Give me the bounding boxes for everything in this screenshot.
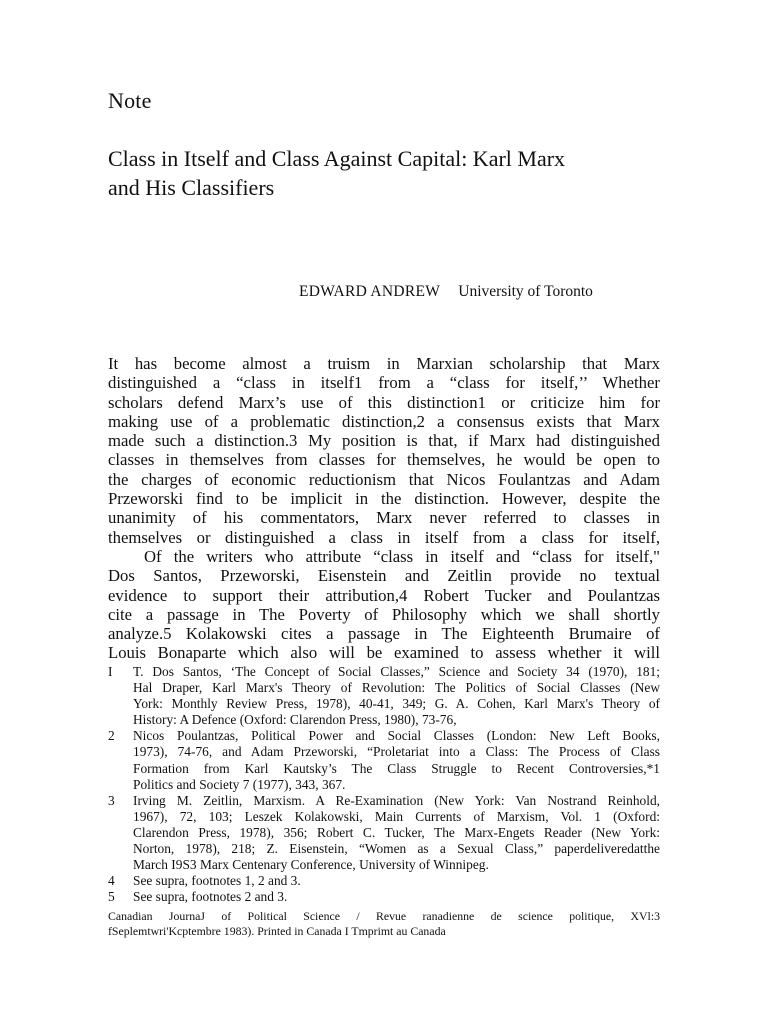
body-line: themselves or distinguished a class in itself from a class for itself, bbox=[108, 527, 660, 547]
footnote-line: 1967), 72, 103; Leszek Kolakowski, Main Currents of Marxism, Vol. 1 (Oxford: bbox=[133, 808, 660, 824]
body-line: unanimity of his commentators, Marx never referred to classes in bbox=[108, 508, 660, 528]
footnote-text bbox=[133, 728, 660, 792]
footnote-line: 1973), 74-76, and Adam Przeworski, “Proletariat into a Class: The Process of Class bbox=[133, 744, 660, 760]
body-line: distinguished a “class in itself1 from a “class for itself,’’ Whether bbox=[108, 373, 660, 393]
footnote-line: Hal Draper, Karl Marx's Theory of Revolution: The Politics of Social Classes (New bbox=[133, 680, 660, 696]
footnote bbox=[108, 873, 660, 889]
footnote-number: 4 bbox=[108, 873, 115, 889]
journal-citation-footer bbox=[108, 909, 660, 938]
footnote-text bbox=[133, 889, 660, 905]
footnote-number: 3 bbox=[108, 792, 115, 808]
byline bbox=[299, 283, 593, 301]
article-title bbox=[108, 144, 678, 202]
body-line: Dos Santos, Przeworski, Eisenstein and Zeitlin provide no textual bbox=[108, 566, 660, 586]
author-affiliation: University of Toronto bbox=[458, 283, 593, 300]
author-name: EDWARD ANDREW bbox=[299, 283, 441, 300]
journal-footer-line: fSeplemtwri'Kcptembre 1983). Printed in Canada I Tmprimt au Canada bbox=[108, 923, 446, 938]
body-line: scholars defend Marx’s use of this distinction1 or criticize him for bbox=[108, 392, 660, 412]
footnote-line: York: Monthly Review Press, 1978), 40-41, 349; G. A. Cohen, Karl Marx's Theory of bbox=[133, 696, 660, 712]
section-label: Note bbox=[108, 88, 152, 113]
footnote bbox=[108, 889, 660, 905]
footnote bbox=[108, 728, 660, 792]
footnote-line: T. Dos Santos, ‘The Concept of Social Classes,” Science and Society 34 (1970), 181; bbox=[133, 664, 660, 679]
footnotes bbox=[108, 664, 660, 905]
body-line: analyze.5 Kolakowski cites a passage in The Eighteenth Brumaire of bbox=[108, 624, 660, 644]
footnote-line: Clarendon Press, 1978), 356; Robert C. Tucker, The Marx-Engets Reader (New York: bbox=[133, 824, 660, 840]
footnote-text bbox=[133, 664, 660, 728]
body-line: Przeworski find to be implicit in the distinction. However, despite the bbox=[108, 489, 660, 509]
footnote-line: Irving M. Zeitlin, Marxism. A Re-Examination (New York: Van Nostrand Reinhold, bbox=[133, 792, 660, 808]
body-line: the charges of economic reductionism that Nicos Foulantzas and Adam bbox=[108, 469, 660, 489]
body-line: making use of a problematic distinction,2 a consensus exists that Marx bbox=[108, 411, 660, 431]
footnote-line: Formation from Karl Kautsky’s The Class Struggle to Recent Controversies,*1 bbox=[133, 760, 660, 776]
footnote-line: History: A Defence (Oxford: Clarendon Press, 1980), 73-76, bbox=[133, 712, 457, 728]
footnote bbox=[108, 664, 660, 728]
article-title-line: and His Classifiers bbox=[108, 175, 275, 200]
body-line: made such a distinction.3 My position is that, if Marx had distinguished bbox=[108, 431, 660, 451]
body-line: cite a passage in The Poverty of Philosophy which we shall shortly bbox=[108, 604, 660, 624]
body-line: Louis Bonaparte which also will be examined to assess whether it will bbox=[108, 643, 660, 663]
body-paragraphs bbox=[108, 354, 660, 663]
footnote-line: Nicos Poulantzas, Political Power and Social Classes (London: New Left Books, bbox=[133, 728, 660, 744]
footnote-text bbox=[133, 793, 660, 873]
footnote-line: See supra, footnotes 1, 2 and 3. bbox=[133, 873, 301, 889]
footnote bbox=[108, 793, 660, 873]
footnote-text bbox=[133, 873, 660, 889]
body-line: evidence to support their attribution,4 Robert Tucker and Poulantzas bbox=[108, 585, 660, 605]
journal-footer-line: Canadian JournaJ of Political Science / Revue ranadienne de science politique, XVl:3 bbox=[108, 909, 660, 923]
body-line: classes in themselves from classes for themselves, he would be open to bbox=[108, 450, 660, 470]
footnote-line: Politics and Society 7 (1977), 343, 367. bbox=[133, 776, 346, 792]
footnote-number: I bbox=[108, 664, 113, 679]
footnote-line: See supra, footnotes 2 and 3. bbox=[133, 889, 288, 905]
article-title-line: Class in Itself and Class Against Capital: Karl Marx bbox=[108, 146, 566, 171]
footnote-line: March I9S3 Marx Centenary Conference, University of Winnipeg. bbox=[133, 857, 489, 873]
footnote-number: 5 bbox=[108, 889, 115, 905]
body-line: It has become almost a truism in Marxian scholarship that Marx bbox=[108, 354, 660, 373]
footnote-number: 2 bbox=[108, 728, 115, 744]
footnote-line: Norton, 1978), 218; Z. Eisenstein, “Women as a Sexual Class,” paperdeliveredatthe bbox=[133, 841, 660, 857]
body-line: Of the writers who attribute “class in itself and “class for itself," bbox=[144, 546, 660, 566]
